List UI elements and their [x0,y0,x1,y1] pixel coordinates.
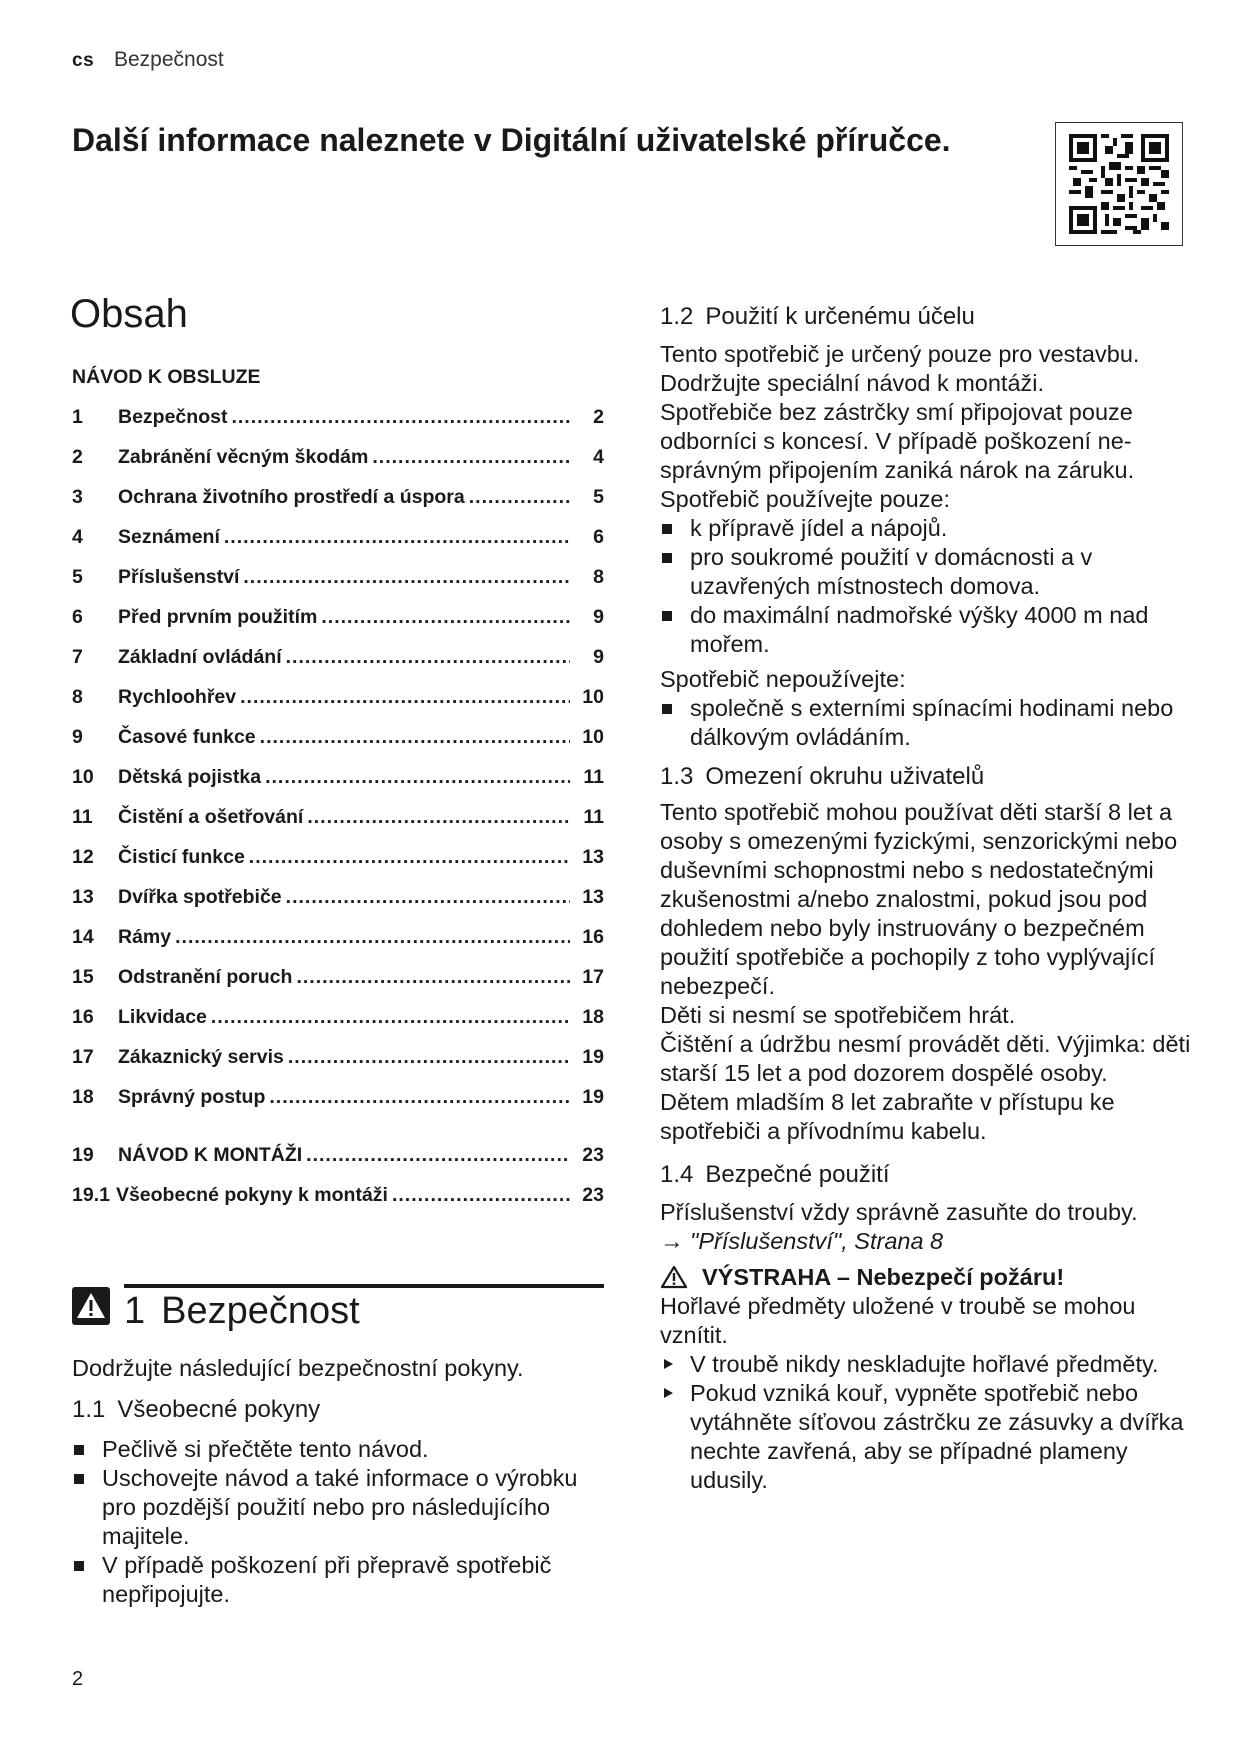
toc-entry-label: Rámy [118,926,172,948]
toc-entry-page: 13 [582,886,604,908]
toc-entry-number: 11 [72,806,93,828]
toc-entry[interactable] [72,686,604,726]
toc-entry[interactable] [72,1086,604,1126]
toc-entry-label: Dětská pojistka [118,766,262,788]
list-item: společně s externími spínacími hodinami nebo dálkovým ovládáním. [660,694,1200,752]
digital-manual-headline: Další informace naleznete v Digitální uživatelské příručce. [72,122,951,158]
toc-entry-label: Zabránění věcným škodám [118,446,369,468]
qr-code-icon [1069,134,1169,234]
section-1-3-heading [660,762,1200,792]
toc-leader-dots [265,766,570,789]
running-header-section: Bezpečnost [114,48,224,71]
toc-leader-dots [211,1006,570,1029]
toc-entry[interactable] [72,1006,604,1046]
toc-entry[interactable] [72,486,604,526]
toc-entry[interactable] [72,926,604,966]
section-number: 1.3 [660,763,694,790]
toc-entry-label: Správný postup [118,1086,266,1108]
intended-use-para-4: Spotřebič nepoužívejte: [660,666,906,692]
toc-entry-number: 1 [72,406,83,428]
intended-use-para-2: Spotřebiče bez zástrčky smí připojovat pouze odborníci s koncesí. V případě poškození nesprávným připojením zaniká nárok na záruku. [660,399,1135,483]
user-restriction-para-1: Tento spotřebič mohou používat děti starší 8 let a osoby s omezenými fyzickými, senzorickými nebo duševními schopnostmi nebo s nedostatečnými zkušenostmi a/nebo znalostmi, pokud jsou pod dohledem nebo byly instruovány o bezpečném použití spotřebiče a pochopily z toho vyplývající nebezpečí. [660,799,1178,999]
section-title: Všeobecné pokyny [117,1396,321,1423]
warning-title: VÝSTRAHA – Nebezpečí požáru! [702,1264,1065,1290]
toc-entry[interactable] [72,526,604,566]
toc-leader-dots [307,806,570,829]
general-instructions-list [72,1435,612,1609]
toc-entry[interactable] [72,966,604,1006]
toc-entry-label: Čisticí funkce [118,846,245,868]
toc-entry-install-general[interactable] [72,1184,604,1216]
toc-entry[interactable] [72,606,604,646]
list-item: Pečlivě si přečtěte tento návod. [72,1435,612,1464]
toc-entry-label: Odstranění poruch [118,966,293,988]
toc-entry-number: 8 [72,686,83,708]
chapter-intro-block [72,1354,612,1609]
chapter-intro: Dodržujte následující bezpečnostní pokyny. [72,1355,524,1381]
toc-leader-dots [224,526,570,549]
toc-leader-dots [306,1144,570,1167]
toc-entry-label: Časové funkce [118,726,256,748]
section-1-4-heading [660,1160,1200,1190]
toc-entry-page: 11 [583,766,604,788]
toc-entry-label: Před prvním použitím [118,606,318,628]
toc-entry-label: Likvidace [118,1006,207,1028]
cross-reference-link[interactable]: → "Příslušenství", Strana 8 [660,1228,944,1254]
intended-use-para-3: Spotřebič používejte pouze: [660,486,951,512]
toc-entry-number: 13 [72,886,94,908]
action-step: V troubě nikdy neskladujte hořlavé předměty. [660,1350,1200,1379]
toc-entry-page: 5 [593,486,604,508]
toc-leader-dots [286,886,570,909]
section-title: Bezpečné použití [705,1161,890,1188]
toc-entry-page: 10 [582,686,604,708]
toc-entry-label: Příslušenství [118,566,240,588]
toc-entry[interactable] [72,406,604,446]
toc-entry-page: 9 [593,646,604,668]
toc-leader-dots [260,726,570,749]
table-of-contents [72,406,604,1216]
toc-leader-dots [269,1086,570,1109]
chapter-number: 1 [124,1290,146,1332]
toc-entry-number: 16 [72,1006,94,1028]
toc-entry[interactable] [72,566,604,606]
section-1-2-heading [660,302,1200,332]
toc-entry-page: 23 [582,1184,604,1206]
toc-entry-number: 2 [72,446,83,468]
list-item: Uschovejte návod a také informace o výrobku pro pozdější použití nebo pro následujícího majitele. [72,1464,612,1551]
toc-entry-label: Zákaznický servis [118,1046,284,1068]
toc-entry-number: 15 [72,966,94,988]
user-restriction-para-4: Dětem mladším 8 let zabraňte v přístupu ke spotřebiči a přívodnímu kabelu. [660,1089,1115,1144]
toc-entry[interactable] [72,806,604,846]
toc-entry-number: 19.1 [72,1184,110,1206]
toc-entry-label: Seznámení [118,526,220,548]
section-1-1-heading [72,1395,612,1425]
list-item: V případě poškození při přepravě spotřebič nepřipojujte. [72,1551,612,1609]
toc-entry-label: Základní ovládání [118,646,282,668]
list-item: k přípravě jídel a nápojů. [660,514,1200,543]
toc-entry[interactable] [72,766,604,806]
chapter-rule [124,1284,604,1288]
toc-entry-label: Ochrana životního prostředí a úspora [118,486,465,508]
toc-leader-dots [286,646,570,669]
toc-entry-label: Čistění a ošetřování [118,806,304,828]
safe-use-para-1: Příslušenství vždy správně zasuňte do trouby. [660,1199,1138,1225]
toc-entry-page: 6 [593,526,604,548]
toc-entry-label: Rychloohřev [118,686,237,708]
toc-leader-dots [288,1046,570,1069]
toc-entry-page: 19 [582,1046,604,1068]
toc-entry[interactable] [72,1046,604,1086]
toc-entry-number: 19 [72,1144,94,1166]
toc-leader-dots [372,446,570,469]
section-title: Omezení okruhu uživatelů [705,763,985,790]
section-title: Použití k určenému účelu [705,303,975,330]
toc-entry[interactable] [72,646,604,686]
toc-entry[interactable] [72,846,604,886]
fire-warning-steps [660,1350,1200,1495]
toc-entry-page: 16 [582,926,604,948]
action-step: Pokud vzniká kouř, vypněte spotřebič nebo vytáhněte síťovou zástrčku ze zásuvky a dvířka nechte zavřená, aby se případné plameny udusily. [660,1379,1200,1495]
toc-leader-dots [392,1184,570,1207]
toc-entry-page: 10 [582,726,604,748]
toc-entry-number: 4 [72,526,83,548]
use-only-list [660,514,1200,659]
right-column [660,302,1200,1495]
toc-entry-page: 13 [582,846,604,868]
language-code: cs [72,50,95,71]
toc-title: Obsah [70,292,188,336]
toc-leader-dots [249,846,570,869]
section-number: 1.1 [72,1396,106,1423]
toc-entry-page: 11 [583,806,604,828]
list-item: do maximální nadmořské výšky 4000 m nad mořem. [660,601,1200,659]
toc-entry-number: 3 [72,486,83,508]
toc-entry-page: 18 [582,1006,604,1028]
toc-entry-label: Všeobecné pokyny k montáži [115,1184,388,1206]
toc-entry-label: Dvířka spotřebiče [118,886,282,908]
toc-entry-number: 10 [72,766,94,788]
warning-triangle-icon [660,1265,688,1289]
toc-entry-number: 5 [72,566,83,588]
toc-entry-install[interactable] [72,1144,604,1184]
do-not-use-list [660,694,1200,752]
toc-leader-dots [296,966,570,989]
toc-leader-dots [243,566,570,589]
user-restriction-para-2: Děti si nesmí se spotřebičem hrát. [660,1002,1016,1028]
toc-entry-page: 8 [593,566,604,588]
chapter-title [124,1290,360,1333]
toc-entry[interactable] [72,726,604,766]
toc-leader-dots [240,686,570,709]
toc-entry-page: 2 [593,406,604,428]
toc-entry[interactable] [72,446,604,486]
toc-subtitle: NÁVOD K OBSLUZE [72,366,261,388]
section-number: 1.4 [660,1161,694,1188]
warning-text: Hořlavé předměty uložené v troubě se mohou vznítit. [660,1293,1136,1348]
user-restriction-para-3: Čištění a údržbu nesmí provádět děti. Výjimka: děti starší 15 let a pod dozorem dospělé osoby. [660,1031,1191,1086]
toc-entry-number: 9 [72,726,83,748]
toc-entry-number: 14 [72,926,94,948]
toc-entry-number: 7 [72,646,83,668]
toc-entry-number: 18 [72,1086,94,1108]
toc-leader-dots [175,926,570,949]
toc-entry-label: Bezpečnost [118,406,228,428]
toc-entry[interactable] [72,886,604,926]
toc-entry-label: NÁVOD K MONTÁŽI [118,1144,303,1166]
toc-leader-dots [231,406,570,429]
fire-warning [660,1262,1200,1292]
toc-leader-dots [321,606,570,629]
qr-code[interactable] [1055,122,1183,246]
page-number: 2 [72,1668,84,1690]
list-item: pro soukromé použití v domácnosti a v uzavřených místnostech domova. [660,543,1200,601]
toc-entry-page: 19 [582,1086,604,1108]
toc-entry-number: 12 [72,846,94,868]
chapter-title-text: Bezpečnost [161,1290,360,1332]
chapter-warning-icon [72,1287,110,1330]
toc-entry-page: 4 [593,446,604,468]
toc-leader-dots [469,486,570,509]
toc-entry-number: 17 [72,1046,94,1068]
toc-entry-page: 17 [582,966,604,988]
toc-entry-page: 23 [582,1144,604,1166]
toc-entry-page: 9 [593,606,604,628]
toc-entry-number: 6 [72,606,83,628]
section-number: 1.2 [660,303,694,330]
intended-use-para-1: Tento spotřebič je určený pouze pro vestavbu. Dodržujte speciální návod k montáži. [660,341,1140,396]
